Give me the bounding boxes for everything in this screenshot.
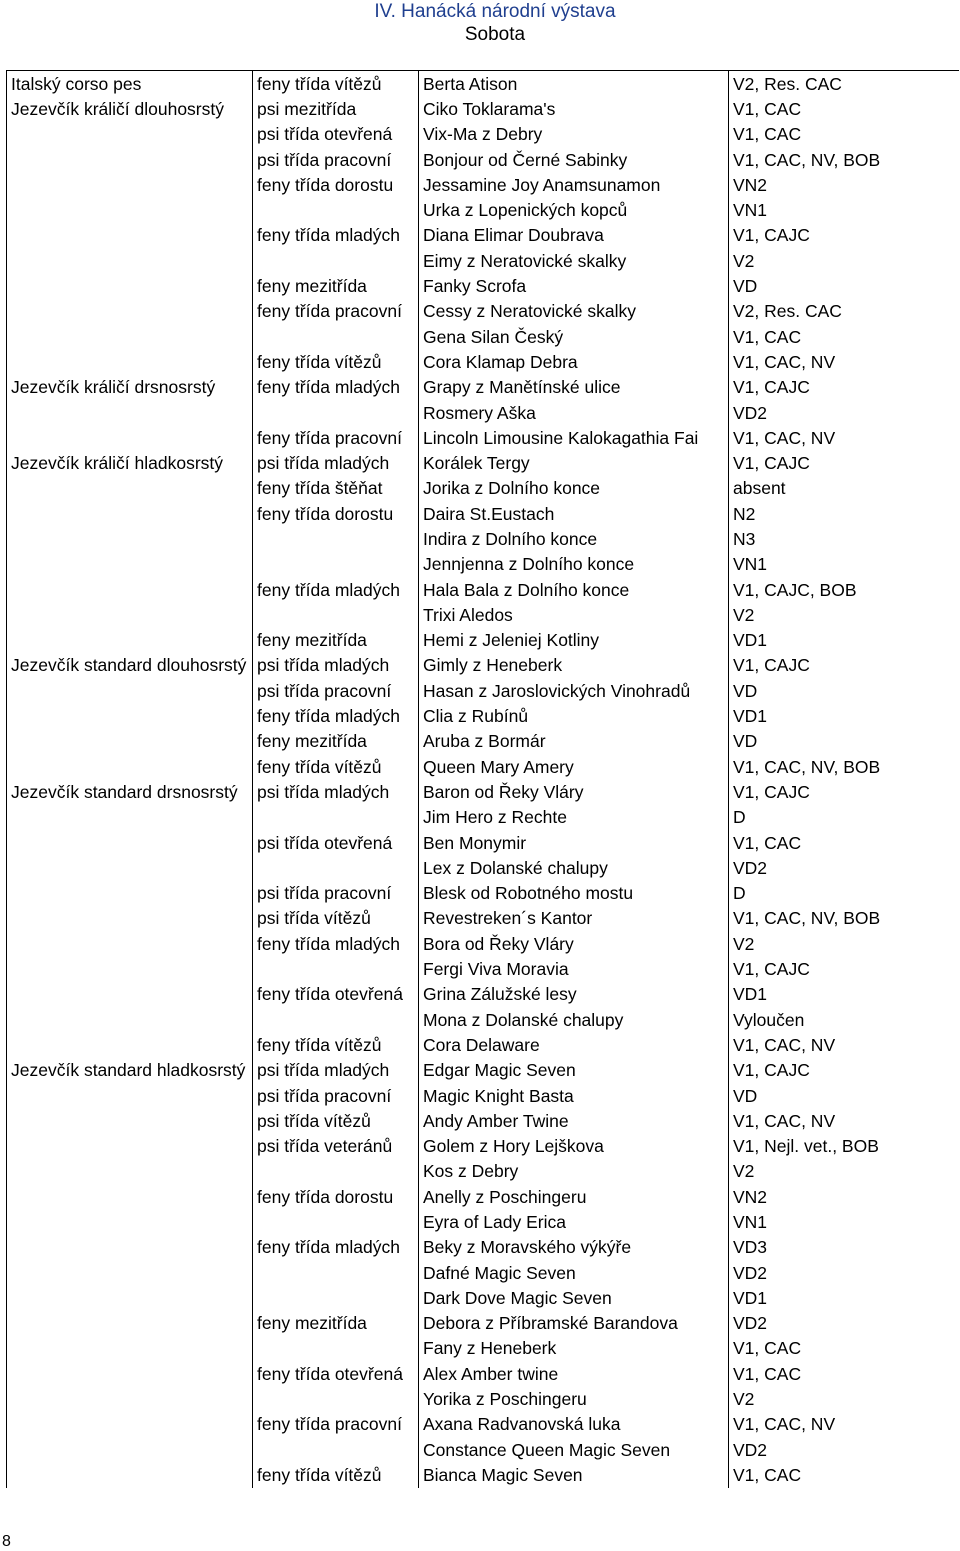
breed-cell [7,349,253,374]
class-cell: feny třída mladých [253,931,419,956]
dog-name-cell: Constance Queen Magic Seven [419,1437,729,1462]
table-row [7,931,959,956]
table-row [7,1184,959,1209]
class-cell [253,1386,419,1411]
breed-cell [7,1260,253,1285]
class-cell: feny třída vítězů [253,1032,419,1057]
result-cell: V1, CAJC [729,375,959,400]
result-cell: V1, CAJC [729,779,959,804]
table-row [7,703,959,728]
dog-name-cell: Cora Delaware [419,1032,729,1057]
dog-name-cell: Jennjenna z Dolního konce [419,552,729,577]
result-cell: VN2 [729,172,959,197]
breed-cell [7,881,253,906]
class-cell: feny mezitřída [253,273,419,298]
class-cell: feny třída pracovní [253,1412,419,1437]
dog-name-cell: Hasan z Jaroslovických Vinohradů [419,678,729,703]
result-cell: V1, CAJC [729,450,959,475]
dog-name-cell: Alex Amber twine [419,1361,729,1386]
breed-cell [7,552,253,577]
table-row [7,956,959,981]
dog-name-cell: Fany z Heneberk [419,1336,729,1361]
dog-name-cell: Kos z Debry [419,1159,729,1184]
dog-name-cell: Lincoln Limousine Kalokagathia Fai [419,425,729,450]
result-cell: VD1 [729,1285,959,1310]
dog-name-cell: Golem z Hory Lejškova [419,1133,729,1158]
class-cell: psi třída mladých [253,779,419,804]
class-cell [253,197,419,222]
table-row [7,552,959,577]
class-cell [253,1209,419,1234]
class-cell: psi třída pracovní [253,147,419,172]
breed-cell [7,982,253,1007]
table-row [7,577,959,602]
class-cell: feny třída mladých [253,375,419,400]
breed-cell [7,223,253,248]
result-cell: V2 [729,602,959,627]
class-cell: feny třída otevřená [253,1361,419,1386]
breed-cell [7,956,253,981]
result-cell: V1, CAJC [729,653,959,678]
table-row [7,299,959,324]
result-cell: V1, CAJC, BOB [729,577,959,602]
result-cell: D [729,805,959,830]
class-cell: feny třída pracovní [253,299,419,324]
dog-name-cell: Dafné Magic Seven [419,1260,729,1285]
dog-name-cell: Debora z Příbramské Barandova [419,1311,729,1336]
class-cell: psi třída vítězů [253,1108,419,1133]
class-cell [253,956,419,981]
result-cell: Vyloučen [729,1007,959,1032]
result-cell: V1, CAC [729,324,959,349]
dog-name-cell: Vix-Ma z Debry [419,122,729,147]
breed-cell [7,805,253,830]
breed-cell [7,1235,253,1260]
result-cell: VD1 [729,628,959,653]
breed-cell: Jezevčík standard dlouhosrstý [7,653,253,678]
table-row [7,147,959,172]
breed-cell [7,830,253,855]
dog-name-cell: Andy Amber Twine [419,1108,729,1133]
class-cell: feny třída vítězů [253,1462,419,1487]
dog-name-cell: Bianca Magic Seven [419,1462,729,1487]
table-row [7,223,959,248]
breed-cell [7,425,253,450]
breed-cell [7,1159,253,1184]
table-row [7,1032,959,1057]
breed-cell [7,147,253,172]
table-row [7,1462,959,1487]
result-cell: VD2 [729,1311,959,1336]
dog-name-cell: Jessamine Joy Anamsunamon [419,172,729,197]
table-row [7,400,959,425]
result-cell: VN2 [729,1184,959,1209]
dog-name-cell: Clia z Rubínů [419,703,729,728]
dog-name-cell: Ciko Toklarama's [419,96,729,121]
table-row [7,197,959,222]
class-cell: psi třída pracovní [253,1083,419,1108]
breed-cell [7,501,253,526]
page-subtitle: Sobota [464,24,526,45]
breed-cell [7,172,253,197]
dog-name-cell: Jim Hero z Rechte [419,805,729,830]
dog-name-cell: Axana Radvanovská luka [419,1412,729,1437]
class-cell: psi třída veteránů [253,1133,419,1158]
result-cell: V1, CAC [729,1361,959,1386]
result-cell: VD3 [729,1235,959,1260]
breed-cell [7,1032,253,1057]
class-cell: psi třída otevřená [253,122,419,147]
breed-cell [7,400,253,425]
breed-cell [7,324,253,349]
breed-cell [7,906,253,931]
breed-cell [7,703,253,728]
dog-name-cell: Beky z Moravského výkýře [419,1235,729,1260]
result-cell: N2 [729,501,959,526]
breed-cell [7,729,253,754]
class-cell: feny třída vítězů [253,71,419,97]
dog-name-cell: Cessy z Neratovické skalky [419,299,729,324]
breed-cell [7,931,253,956]
table-row [7,881,959,906]
class-cell: feny třída vítězů [253,349,419,374]
result-cell: V1, CAC, NV [729,1032,959,1057]
result-cell: VD2 [729,855,959,880]
class-cell [253,855,419,880]
table-row [7,805,959,830]
class-cell: psi třída mladých [253,653,419,678]
result-cell: V1, CAC, NV [729,349,959,374]
result-cell: V1, CAC, NV, BOB [729,906,959,931]
breed-cell [7,602,253,627]
class-cell: feny třída otevřená [253,982,419,1007]
table-row [7,602,959,627]
dog-name-cell: Baron od Řeky Vláry [419,779,729,804]
class-cell: feny mezitřída [253,729,419,754]
dog-name-cell: Daira St.Eustach [419,501,729,526]
table-row [7,779,959,804]
class-cell [253,1285,419,1310]
result-cell: V1, CAC, NV, BOB [729,754,959,779]
breed-cell [7,526,253,551]
table-row [7,324,959,349]
dog-name-cell: Hemi z Jeleniej Kotliny [419,628,729,653]
result-cell: V1, CAJC [729,956,959,981]
class-cell: feny třída mladých [253,577,419,602]
class-cell: feny třída pracovní [253,425,419,450]
breed-cell [7,1311,253,1336]
table-row [7,349,959,374]
dog-name-cell: Eimy z Neratovické skalky [419,248,729,273]
table-row [7,122,959,147]
breed-cell: Jezevčík králičí drsnosrstý [7,375,253,400]
table-row [7,754,959,779]
class-cell: feny třída mladých [253,703,419,728]
table-row [7,678,959,703]
breed-cell: Jezevčík králičí hladkosrstý [7,450,253,475]
table-row [7,1361,959,1386]
table-row [7,1412,959,1437]
table-row [7,1285,959,1310]
table-row [7,501,959,526]
result-cell: V1, CAC, NV [729,1108,959,1133]
table-row [7,172,959,197]
breed-cell [7,197,253,222]
table-row [7,653,959,678]
result-cell: V2 [729,1386,959,1411]
results-table [6,70,959,1488]
dog-name-cell: Gimly z Heneberk [419,653,729,678]
result-cell: VD2 [729,400,959,425]
breed-cell [7,273,253,298]
result-cell: absent [729,476,959,501]
breed-cell [7,1361,253,1386]
class-cell: psi třída pracovní [253,678,419,703]
class-cell: psi třída pracovní [253,881,419,906]
result-cell: VD1 [729,982,959,1007]
result-cell: VN1 [729,1209,959,1234]
class-cell: feny třída vítězů [253,754,419,779]
result-cell: V1, CAC [729,830,959,855]
dog-name-cell: Jorika z Dolního konce [419,476,729,501]
class-cell [253,602,419,627]
result-cell: V1, CAC [729,96,959,121]
result-cell: V1, CAC [729,122,959,147]
class-cell [253,526,419,551]
page-number: 8 [2,1533,11,1550]
table-row [7,450,959,475]
table-row [7,71,959,97]
class-cell [253,1260,419,1285]
dog-name-cell: Blesk od Robotného mostu [419,881,729,906]
dog-name-cell: Hala Bala z Dolního konce [419,577,729,602]
breed-cell [7,754,253,779]
breed-cell [7,122,253,147]
class-cell [253,552,419,577]
class-cell: feny třída štěňat [253,476,419,501]
dog-name-cell: Indira z Dolního konce [419,526,729,551]
breed-cell [7,299,253,324]
table-row [7,1007,959,1032]
class-cell [253,1437,419,1462]
dog-name-cell: Edgar Magic Seven [419,1058,729,1083]
breed-cell [7,1462,253,1487]
class-cell: feny mezitřída [253,1311,419,1336]
table-row [7,1311,959,1336]
dog-name-cell: Urka z Lopenických kopců [419,197,729,222]
breed-cell: Jezevčík standard hladkosrstý [7,1058,253,1083]
dog-name-cell: Korálek Tergy [419,450,729,475]
breed-cell [7,1007,253,1032]
class-cell: feny třída dorostu [253,501,419,526]
result-cell: V1, CAC [729,1336,959,1361]
breed-cell [7,628,253,653]
table-row [7,1336,959,1361]
result-cell: V2 [729,931,959,956]
result-cell: V2, Res. CAC [729,299,959,324]
table-row [7,1235,959,1260]
table-row [7,425,959,450]
class-cell: psi třída mladých [253,450,419,475]
dog-name-cell: Lex z Dolanské chalupy [419,855,729,880]
class-cell [253,1007,419,1032]
table-row [7,1159,959,1184]
table-row [7,248,959,273]
dog-name-cell: Bonjour od Černé Sabinky [419,147,729,172]
breed-cell [7,1437,253,1462]
breed-cell [7,1386,253,1411]
table-row [7,375,959,400]
result-cell: VD [729,678,959,703]
result-cell: VD [729,729,959,754]
table-row [7,1437,959,1462]
class-cell [253,1159,419,1184]
class-cell [253,400,419,425]
class-cell: feny třída mladých [253,1235,419,1260]
class-cell: feny třída mladých [253,223,419,248]
result-cell: V1, CAC, NV [729,425,959,450]
table-row [7,1083,959,1108]
dog-name-cell: Eyra of Lady Erica [419,1209,729,1234]
result-cell: V2 [729,1159,959,1184]
table-row [7,982,959,1007]
page-title: IV. Hanácká národní výstava [374,1,616,22]
class-cell: feny třída dorostu [253,172,419,197]
class-cell [253,248,419,273]
table-row [7,96,959,121]
breed-cell [7,1184,253,1209]
result-cell: VN1 [729,552,959,577]
class-cell: psi třída mladých [253,1058,419,1083]
class-cell [253,1336,419,1361]
class-cell: psi mezitřída [253,96,419,121]
table-row [7,729,959,754]
breed-cell: Jezevčík králičí dlouhosrstý [7,96,253,121]
breed-cell [7,855,253,880]
result-cell: V1, CAC, NV [729,1412,959,1437]
table-row [7,1260,959,1285]
dog-name-cell: Gena Silan Český [419,324,729,349]
result-cell: VD1 [729,703,959,728]
table-row [7,830,959,855]
breed-cell [7,476,253,501]
breed-cell [7,1108,253,1133]
result-cell: VD [729,273,959,298]
dog-name-cell: Revestreken´s Kantor [419,906,729,931]
dog-name-cell: Anelly z Poschingeru [419,1184,729,1209]
result-cell: D [729,881,959,906]
dog-name-cell: Bora od Řeky Vláry [419,931,729,956]
dog-name-cell: Queen Mary Amery [419,754,729,779]
class-cell: psi třída otevřená [253,830,419,855]
class-cell: psi třída vítězů [253,906,419,931]
table-row [7,273,959,298]
breed-cell: Jezevčík standard drsnosrstý [7,779,253,804]
table-row [7,628,959,653]
dog-name-cell: Mona z Dolanské chalupy [419,1007,729,1032]
result-cell: V2, Res. CAC [729,71,959,97]
breed-cell [7,1285,253,1310]
result-cell: V1, CAC, NV, BOB [729,147,959,172]
table-row [7,1058,959,1083]
dog-name-cell: Aruba z Bormár [419,729,729,754]
result-cell: V1, CAC [729,1462,959,1487]
dog-name-cell: Rosmery Aška [419,400,729,425]
result-cell: VN1 [729,197,959,222]
class-cell [253,324,419,349]
results-table-body [7,71,959,1488]
dog-name-cell: Grapy z Manětínské ulice [419,375,729,400]
dog-name-cell: Magic Knight Basta [419,1083,729,1108]
class-cell: feny mezitřída [253,628,419,653]
dog-name-cell: Yorika z Poschingeru [419,1386,729,1411]
breed-cell [7,577,253,602]
table-row [7,1209,959,1234]
dog-name-cell: Dark Dove Magic Seven [419,1285,729,1310]
result-cell: N3 [729,526,959,551]
result-cell: V1, CAJC [729,1058,959,1083]
breed-cell [7,248,253,273]
dog-name-cell: Fergi Viva Moravia [419,956,729,981]
dog-name-cell: Trixi Aledos [419,602,729,627]
class-cell: feny třída dorostu [253,1184,419,1209]
breed-cell [7,1412,253,1437]
breed-cell: Italský corso pes [7,71,253,97]
result-cell: VD2 [729,1437,959,1462]
breed-cell [7,678,253,703]
dog-name-cell: Fanky Scrofa [419,273,729,298]
table-row [7,476,959,501]
dog-name-cell: Ben Monymir [419,830,729,855]
dog-name-cell: Diana Elimar Doubrava [419,223,729,248]
table-row [7,906,959,931]
result-cell: VD [729,1083,959,1108]
table-row [7,526,959,551]
breed-cell [7,1336,253,1361]
dog-name-cell: Berta Atison [419,71,729,97]
dog-name-cell: Grina Zálužské lesy [419,982,729,1007]
table-row [7,855,959,880]
table-row [7,1386,959,1411]
table-row [7,1133,959,1158]
breed-cell [7,1133,253,1158]
dog-name-cell: Cora Klamap Debra [419,349,729,374]
result-cell: VD2 [729,1260,959,1285]
breed-cell [7,1083,253,1108]
class-cell [253,805,419,830]
breed-cell [7,1209,253,1234]
result-cell: V1, Nejl. vet., BOB [729,1133,959,1158]
table-row [7,1108,959,1133]
result-cell: V2 [729,248,959,273]
result-cell: V1, CAJC [729,223,959,248]
